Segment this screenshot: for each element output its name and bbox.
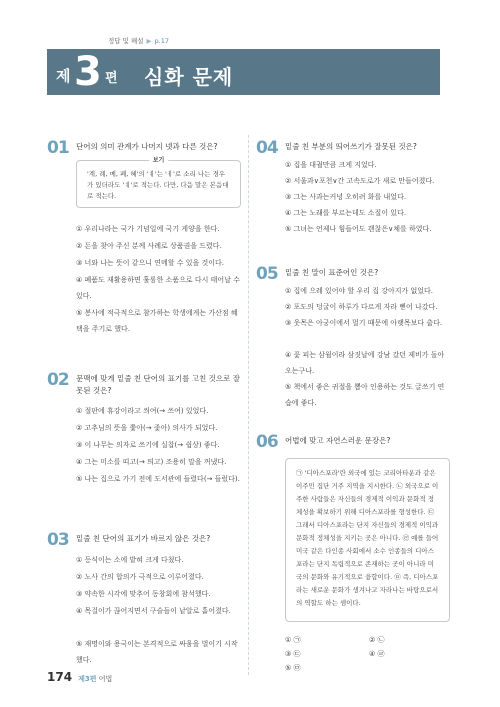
answer-option[interactable]: ② 서울과∨포천∨간 고속도로가 새로 만들어졌다. xyxy=(285,177,435,185)
answer-option[interactable]: ① 등식이는 소에 밭혀 크게 다쳤다. xyxy=(76,556,184,564)
example-box-label: 보기 xyxy=(149,155,169,166)
question-number: 06 xyxy=(256,432,278,452)
example-box-text: '계, 례, 몌, 폐, 혜'의 'ㅖ'는 'ㅔ'로 소리 나는 경우가 있더라도 'ㅖ'로 적는다. 다만, 다음 말은 본음대로 적는다. xyxy=(87,170,229,200)
answer-option[interactable]: ③ 너와 나는 뜻이 같으니 연메할 수 있을 것이다. xyxy=(76,259,225,267)
question-number: 01 xyxy=(47,138,69,158)
chapter-number: 3 xyxy=(74,49,102,95)
chapter-banner xyxy=(47,49,440,95)
part-subtitle: 어법 xyxy=(98,675,113,683)
answer-option[interactable]: ⑤ 봉사에 적극적으로 참가하는 학생에게는 가산점 혜택을 주기로 했다. xyxy=(76,309,238,333)
answer-option[interactable]: ② 고추님의 뜻을 쫓아(→ 좇아) 의사가 되었다. xyxy=(76,424,218,432)
answer-option[interactable]: ⑤ 재명이와 용국이는 본격적으로 싸움을 벌이기 시작했다. xyxy=(76,640,238,664)
chapter-prefix: 제 xyxy=(56,67,71,85)
answer-option[interactable]: ② 포도의 덩굴이 하루가 다르게 자라 뻗어 나갔다. xyxy=(285,303,438,311)
answer-option[interactable]: ② ㉡ xyxy=(369,636,385,644)
answer-option[interactable]: ③ 이 나무는 의자로 쓰기에 실찹(→ 쉽상) 좋다. xyxy=(76,441,220,449)
answer-option[interactable]: ④ 그는 미소를 띠고(→ 띄고) 조용히 말을 꺼냈다. xyxy=(76,458,227,466)
answer-option[interactable]: ① ㉠ xyxy=(285,636,301,644)
answer-option[interactable]: ③ 그는 사과는커녕 오히려 화를 내었다. xyxy=(285,193,407,201)
column-divider xyxy=(248,135,249,675)
question-number: 03 xyxy=(47,530,69,550)
answer-option[interactable]: ① 집에 으레 있어야 할 우리 집 강아지가 없었다. xyxy=(285,287,434,295)
question-text: 밑줄 친 단어의 표기가 바르지 않은 것은? xyxy=(76,534,211,543)
answer-option[interactable]: ① 절판에 휴강이라고 씌여(→ 쓰여) 있었다. xyxy=(76,407,209,415)
answer-option[interactable]: ③ 약속한 시각에 맞추어 동창회에 참석했다. xyxy=(76,590,211,598)
answer-option[interactable]: ⑤ 나는 집으로 가기 전에 도서관에 들렸다(→ 들렀다). xyxy=(76,475,240,483)
answer-option[interactable]: ① 집을 대궐만큼 크게 지었다. xyxy=(285,161,377,169)
question-text: 어법에 맞고 자연스러운 문장은? xyxy=(285,436,391,445)
answer-option[interactable]: ④ 그는 노래를 부르는데도 소질이 있다. xyxy=(285,209,407,217)
page-number: 174 xyxy=(47,670,73,684)
question-text: 밑줄 친 말이 표준어인 것은? xyxy=(285,268,379,277)
answer-option[interactable]: ③ ㉢ xyxy=(285,650,301,658)
answer-option[interactable]: ④ ㉣ xyxy=(369,650,385,658)
arrow-icon: ▶ xyxy=(146,37,152,45)
answer-label: 정답 및 해설 xyxy=(108,37,144,45)
answer-option[interactable]: ⑤ 책에서 좋은 귀절을 뽑아 인용하는 것도 글쓰기 연습에 좋다. xyxy=(285,383,445,407)
answer-option[interactable]: ① 우리나라는 국가 기념일에 국기 게양을 한다. xyxy=(76,225,220,233)
chapter-suffix: 편 xyxy=(105,71,118,86)
answer-option[interactable]: ④ 폐품도 재활용하면 훌륭한 소품으로 다시 태어날 수 있다. xyxy=(76,276,240,300)
question-number: 02 xyxy=(47,370,69,390)
answer-option[interactable]: ③ 웃목은 아궁이에서 멀기 때문에 아랫목보다 춥다. xyxy=(285,319,443,327)
question-number: 04 xyxy=(256,138,278,158)
answer-option[interactable]: ④ 목걸이가 끊어지면서 구슬들이 낱알로 흩어졌다. xyxy=(76,607,231,615)
answer-option[interactable]: ⑤ ㉤ xyxy=(285,664,301,672)
question-text: 단어의 의미 관계가 나머지 넷과 다른 것은? xyxy=(76,142,218,151)
question-number: 05 xyxy=(256,264,278,284)
chapter-title: 심화 문제 xyxy=(144,65,234,89)
page-reference: p.17 xyxy=(154,37,169,45)
answer-option[interactable]: ② 돈을 찾아 주신 분께 사례로 상품권을 드렸다. xyxy=(76,242,222,250)
answer-option[interactable]: ⑤ 그녀는 언제나 힘들어도 괜찮은∨체를 하였다. xyxy=(285,225,432,233)
question-text: 밑줄 친 부분의 띄어쓰기가 잘못된 것은? xyxy=(285,142,417,151)
answer-option[interactable]: ② 노사 간의 합의가 극적으로 이루어졌다. xyxy=(76,573,204,581)
answer-option[interactable]: ④ 꽃 피는 삼월이라 삼짓날에 강남 갔던 제비가 돌아오는구나. xyxy=(285,351,445,375)
passage-text: ㉠ '디아스포라'란 외국에 있는 코리아타운과 같은 이주민 집단 거주 지역을 지시한다. ㉡ 외국으로 이주한 사람들은 자신들의 경제적 이익과 문화적 정체성을 확보하기 위해 디아스포라를 형성한다. ㉢ 그래서 디아스포라는 단지 자신들의 경제적 이익과 문화적 정체성을 지키는 곳은 아니다. ㉣ 예를 들어 미국 같은 다인종 사회에서 소수 인종들의 디아스포라는 단지 독립적으로 존재하는 곳이 아니라 미국의 문화와 유기적으로 융합이다. ㉤ 즉, 디아스포라는 새로운 문화가 생겨나고 자라나는 바탕으로서의 역할도 하는 셈이다. xyxy=(296,469,439,607)
answer-reference xyxy=(108,36,169,45)
question-text: 문맥에 맞게 밑줄 친 단어의 표기를 고친 것으로 잘못된 것은? xyxy=(76,374,240,395)
reading-passage xyxy=(285,458,450,622)
example-box xyxy=(76,157,241,208)
page-footer xyxy=(47,670,112,684)
part-title: 제3편 xyxy=(78,675,97,683)
